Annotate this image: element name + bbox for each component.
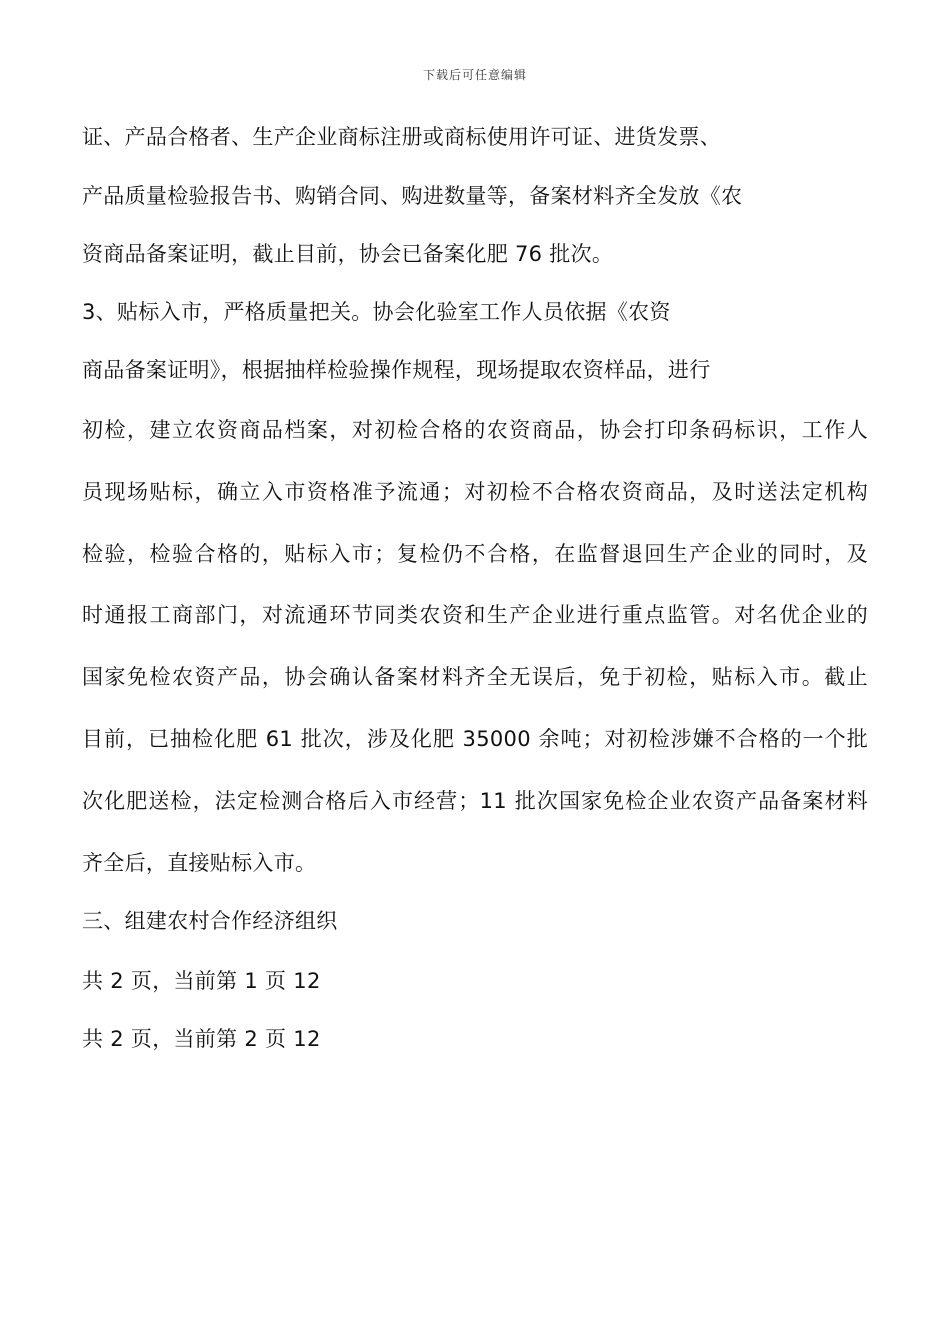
text-line: 证、产品合格者、生产企业商标注册或商标使用许可证、进货发票、 — [82, 125, 721, 149]
text-line: 时通报工商部门，对流通环节同类农资和生产企业进行重点监管。对名优企业的 — [82, 603, 868, 627]
text-line: 检验，检验合格的，贴标入市；复检仍不合格，在监督退回生产企业的同时，及 — [82, 542, 868, 566]
text-line: 齐全后，直接贴标入市。 — [82, 851, 317, 875]
text-line: 次化肥送检，法定检测合格后入市经营；11 批次国家免检企业农资产品备案材料 — [82, 789, 868, 813]
page-counter: 共 2 页，当前第 1 页 12 — [82, 969, 321, 993]
text-line: 3、贴标入市，严格质量把关。协会化验室工作人员依据《农资 — [82, 300, 671, 324]
text-line: 目前，已抽检化肥 61 批次，涉及化肥 35000 余吨；对初检涉嫌不合格的一个批 — [82, 727, 868, 751]
page-counter: 共 2 页，当前第 2 页 12 — [82, 1027, 321, 1051]
text-line: 商品备案证明》，根据抽样检验操作规程，现场提取农资样品，进行 — [82, 358, 711, 382]
text-line: 员现场贴标，确立入市资格准予流通；对初检不合格农资商品，及时送法定机构 — [82, 480, 868, 504]
text-line: 初检，建立农资商品档案，对初检合格的农资商品，协会打印条码标识，工作人 — [82, 418, 868, 442]
section-heading: 三、组建农村合作经济组织 — [82, 909, 338, 933]
page-header: 下载后可任意编辑 — [422, 68, 527, 82]
text-line: 资商品备案证明，截止目前，协会已备案化肥 76 批次。 — [82, 242, 614, 266]
text-line: 产品质量检验报告书、购销合同、购进数量等，备案材料齐全发放《农 — [82, 184, 743, 208]
text-line: 国家免检农资产品，协会确认备案材料齐全无误后，免于初检，贴标入市。截止 — [82, 665, 868, 689]
